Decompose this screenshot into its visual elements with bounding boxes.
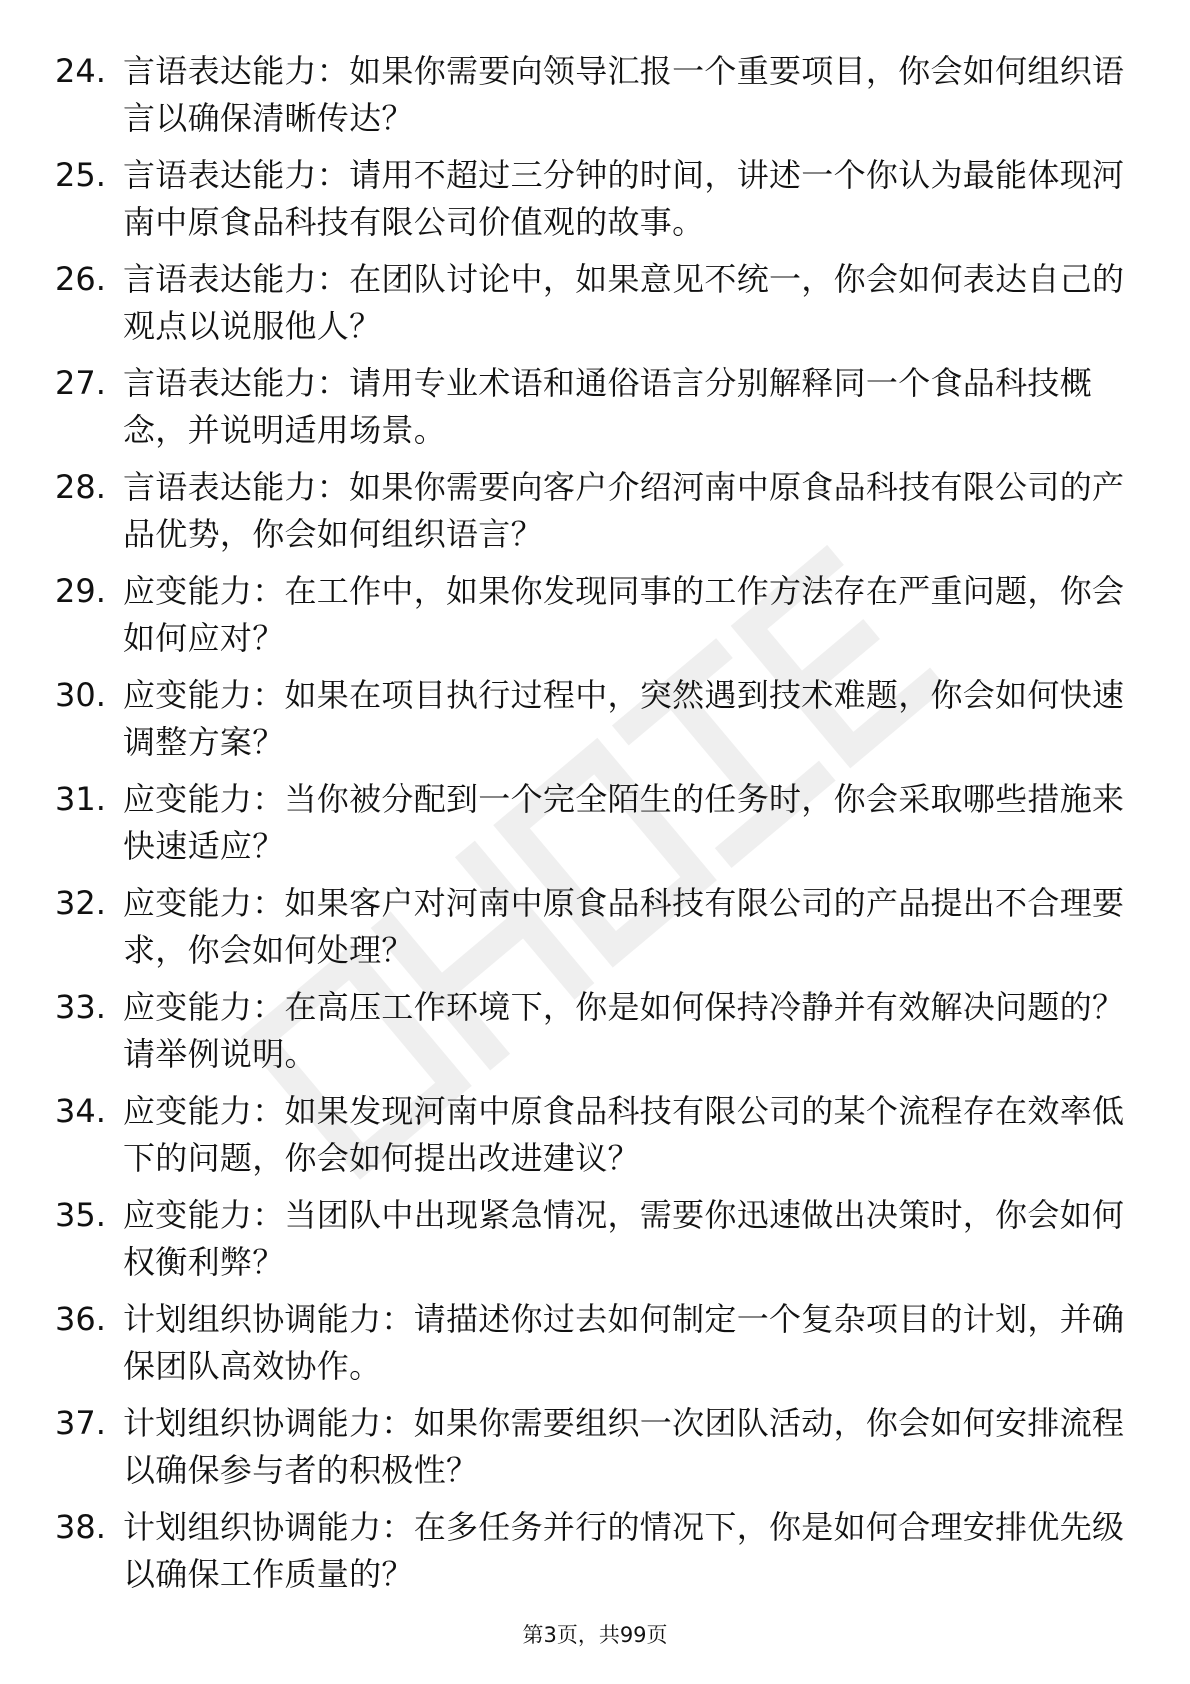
question-number: 35.	[55, 1196, 106, 1234]
question-number: 28.	[55, 468, 106, 506]
question-number: 38.	[55, 1508, 106, 1546]
question-item	[0, 360, 1190, 464]
question-item	[0, 984, 1190, 1088]
question-text: 应变能力：如果发现河南中原食品科技有限公司的某个流程存在效率低下的问题，你会如何提出改进建议？	[123, 1092, 1125, 1177]
question-text: 应变能力：在工作中，如果你发现同事的工作方法存在严重问题，你会如何应对？	[123, 572, 1125, 657]
question-item	[0, 1400, 1190, 1504]
question-item	[0, 464, 1190, 568]
question-item	[0, 1504, 1190, 1608]
question-number: 36.	[55, 1300, 106, 1338]
question-text: 计划组织协调能力：在多任务并行的情况下，你是如何合理安排优先级以确保工作质量的？	[123, 1508, 1125, 1593]
question-list	[0, 48, 1190, 1608]
question-item	[0, 48, 1190, 152]
question-number: 31.	[55, 780, 106, 818]
question-item	[0, 152, 1190, 256]
question-item	[0, 1088, 1190, 1192]
question-number: 33.	[55, 988, 106, 1026]
question-text: 言语表达能力：请用专业术语和通俗语言分别解释同一个食品科技概念，并说明适用场景。	[123, 364, 1093, 449]
question-item	[0, 1296, 1190, 1400]
question-text: 应变能力：如果在项目执行过程中，突然遇到技术难题，你会如何快速调整方案？	[123, 676, 1125, 761]
question-text: 言语表达能力：如果你需要向领导汇报一个重要项目，你会如何组织语言以确保清晰传达？	[123, 52, 1125, 137]
question-text: 言语表达能力：如果你需要向客户介绍河南中原食品科技有限公司的产品优势，你会如何组织语言？	[123, 468, 1125, 553]
question-number: 25.	[55, 156, 106, 194]
question-number: 29.	[55, 572, 106, 610]
page-number: 第3页，共99页	[522, 1623, 668, 1647]
question-text: 应变能力：在高压工作环境下，你是如何保持冷静并有效解决问题的？请举例说明。	[123, 988, 1125, 1073]
question-text: 言语表达能力：在团队讨论中，如果意见不统一，你会如何表达自己的观点以说服他人？	[123, 260, 1125, 345]
question-text: 计划组织协调能力：请描述你过去如何制定一个复杂项目的计划，并确保团队高效协作。	[123, 1300, 1125, 1385]
question-item	[0, 672, 1190, 776]
question-item	[0, 776, 1190, 880]
question-text: 计划组织协调能力：如果你需要组织一次团队活动，你会如何安排流程以确保参与者的积极性？	[123, 1404, 1125, 1489]
question-item	[0, 1192, 1190, 1296]
question-text: 应变能力：当你被分配到一个完全陌生的任务时，你会采取哪些措施来快速适应？	[123, 780, 1125, 865]
question-item	[0, 880, 1190, 984]
question-number: 34.	[55, 1092, 106, 1130]
question-number: 26.	[55, 260, 106, 298]
question-item	[0, 568, 1190, 672]
question-text: 言语表达能力：请用不超过三分钟的时间，讲述一个你认为最能体现河南中原食品科技有限公司价值观的故事。	[123, 156, 1125, 241]
question-text: 应变能力：当团队中出现紧急情况，需要你迅速做出决策时，你会如何权衡利弊？	[123, 1196, 1125, 1281]
question-number: 30.	[55, 676, 106, 714]
question-number: 32.	[55, 884, 106, 922]
question-number: 27.	[55, 364, 106, 402]
question-text: 应变能力：如果客户对河南中原食品科技有限公司的产品提出不合理要求，你会如何处理？	[123, 884, 1125, 969]
question-number: 24.	[55, 52, 106, 90]
question-item	[0, 256, 1190, 360]
question-number: 37.	[55, 1404, 106, 1442]
